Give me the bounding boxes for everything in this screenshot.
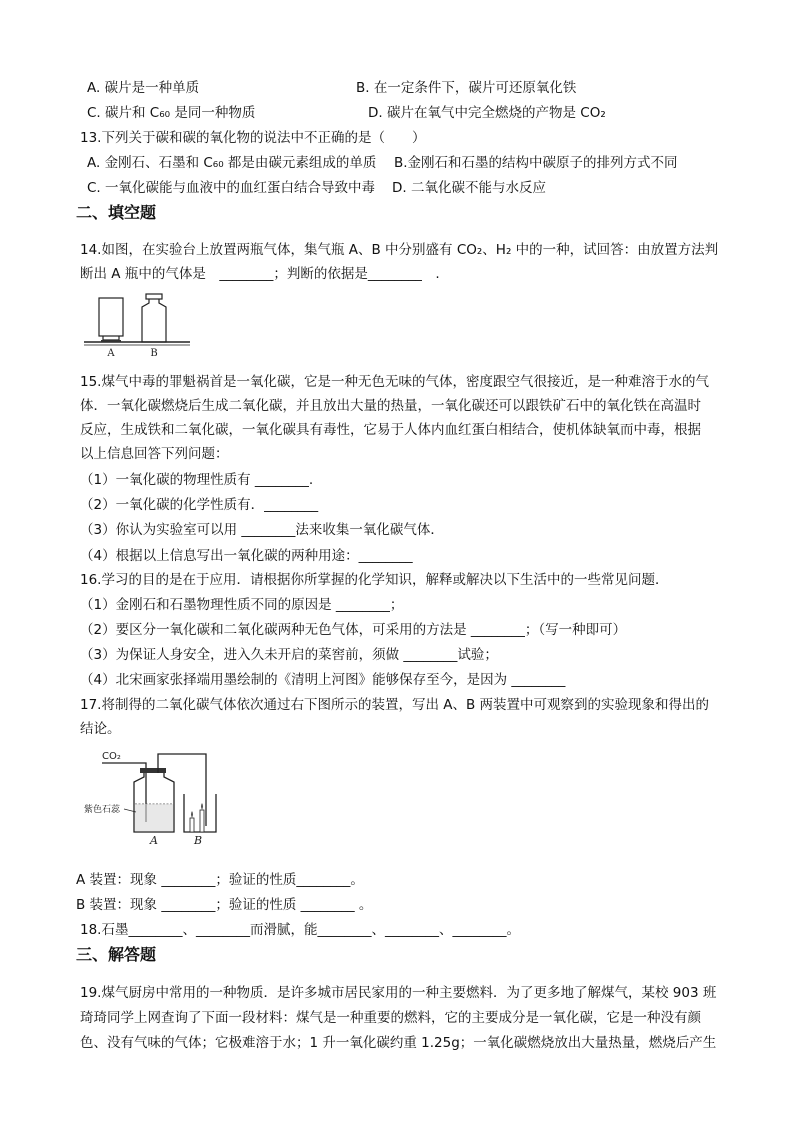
q16-stem: 16.学习的目的是在于应用．请根据你所掌握的化学知识，解释或解决以下生活中的一些常见问题． bbox=[80, 572, 669, 588]
litmus-label: 紫色石蕊 bbox=[84, 805, 121, 815]
co2-inlet-label: CO₂ bbox=[102, 751, 121, 762]
q12-option-d: D. 碳片在氧气中完全燃烧的产物是 CO₂ bbox=[368, 105, 606, 121]
section-heading-fill-in: 二、填空题 bbox=[76, 203, 157, 222]
beaker-b-candles bbox=[184, 794, 216, 832]
q12-option-a: A. 碳片是一种单质 bbox=[87, 80, 200, 96]
bottle-a-label: A bbox=[107, 348, 115, 359]
q12-option-c: C. 碳片和 C₆₀ 是同一种物质 bbox=[87, 105, 256, 121]
q16-sub-1: （1）金刚石和石墨物理性质不同的原因是 ________； bbox=[80, 597, 404, 613]
q16-sub-2: （2）要区分一氧化碳和二氧化碳两种无色气体，可采用的方法是 ________；（写一种即可） bbox=[80, 622, 627, 638]
q15-sub-1: （1）一氧化碳的物理性质有 ________. bbox=[80, 472, 314, 488]
q15-sub-3: （3）你认为实验室可以用 ________法来收集一氧化碳气体． bbox=[80, 522, 444, 538]
q14-line-2: 断出 A 瓶中的气体是 ________；判断的依据是________ . bbox=[80, 266, 440, 282]
q19-line-1: 19.煤气厨房中常用的一种物质．是许多城市居民家用的一种主要燃料．为了更多地了解煤气，某校 903 班 bbox=[80, 985, 717, 1001]
bottle-b-upright bbox=[142, 294, 166, 342]
q17-line-2: 结论。 bbox=[80, 721, 121, 737]
q16-sub-4: （4）北宋画家张择端用墨绘制的《清明上河图》能够保存至今，是因为 ________ bbox=[80, 672, 566, 688]
q15-sub-4: （4）根据以上信息写出一氧化碳的两种用途：________ bbox=[80, 548, 413, 564]
q17-answer-b: B 装置：现象 ________；验证的性质 ________ 。 bbox=[76, 897, 373, 913]
q17-line-1: 17.将制得的二氧化碳气体依次通过右下图所示的装置，写出 A、B 两装置中可观察到的实验现象和得出的 bbox=[80, 697, 710, 713]
bottle-a-inverted bbox=[99, 298, 123, 342]
q17-answer-a: A 装置：现象 ________；验证的性质________。 bbox=[76, 872, 364, 888]
q15-line-1: 15.煤气中毒的罪魁祸首是一氧化碳，它是一种无色无味的气体，密度跟空气很接近，是一种难溶于水的气 bbox=[80, 374, 709, 390]
q13-option-b: B.金刚石和石墨的结构中碳原子的排列方式不同 bbox=[394, 155, 678, 171]
q15-line-4: 以上信息回答下列问题： bbox=[80, 446, 229, 462]
q18-line: 18.石墨________、________而滑腻，能________、________、________。 bbox=[80, 922, 520, 938]
q14-line-1: 14.如图，在实验台上放置两瓶气体，集气瓶 A、B 中分别盛有 CO₂、H₂ 中的一种，试回答：由放置方法判 bbox=[80, 242, 719, 258]
q13-option-a: A. 金刚石、石墨和 C₆₀ 都是由碳元素组成的单质 bbox=[87, 155, 377, 171]
bottle-a-litmus bbox=[134, 768, 174, 832]
apparatus-b-label: B bbox=[193, 834, 203, 847]
q15-sub-2: （2）一氧化碳的化学性质有．________ bbox=[80, 497, 319, 513]
apparatus-a-label: A bbox=[150, 834, 158, 847]
q19-line-3: 色、没有气味的气体；它极难溶于水；1 升一氧化碳约重 1.25g；一氧化碳燃烧放出大量热量，燃烧后产生 bbox=[80, 1035, 717, 1051]
q15-line-2: 体．一氧化碳燃烧后生成二氧化碳，并且放出大量的热量，一氧化碳还可以跟铁矿石中的氧化铁在高温时 bbox=[80, 398, 701, 414]
q17-apparatus-figure bbox=[84, 744, 234, 849]
q16-sub-3: （3）为保证人身安全，进入久未开启的菜窖前，须做 ________试验； bbox=[80, 647, 498, 663]
q15-line-3: 反应，生成铁和二氧化碳，一氧化碳具有毒性，它易于人体内血红蛋白相结合，使机体缺氧而中毒，根据 bbox=[80, 422, 701, 438]
q14-gas-bottles-figure bbox=[82, 290, 192, 360]
q13-option-c: C. 一氧化碳能与血液中的血红蛋白结合导致中毒 bbox=[87, 180, 376, 196]
section-heading-answer: 三、解答题 bbox=[76, 945, 157, 964]
q12-option-b: B. 在一定条件下，碳片可还原氧化铁 bbox=[356, 80, 577, 96]
q13-option-d: D. 二氧化碳不能与水反应 bbox=[392, 180, 546, 196]
bottle-b-label: B bbox=[150, 348, 158, 359]
q19-line-2: 琦琦同学上网查询了下面一段材料：煤气是一种重要的燃料，它的主要成分是一氧化碳，它是一种没有颜 bbox=[80, 1010, 701, 1026]
q13-stem: 13.下列关于碳和碳的氧化物的说法中不正确的是（ ） bbox=[80, 130, 426, 146]
